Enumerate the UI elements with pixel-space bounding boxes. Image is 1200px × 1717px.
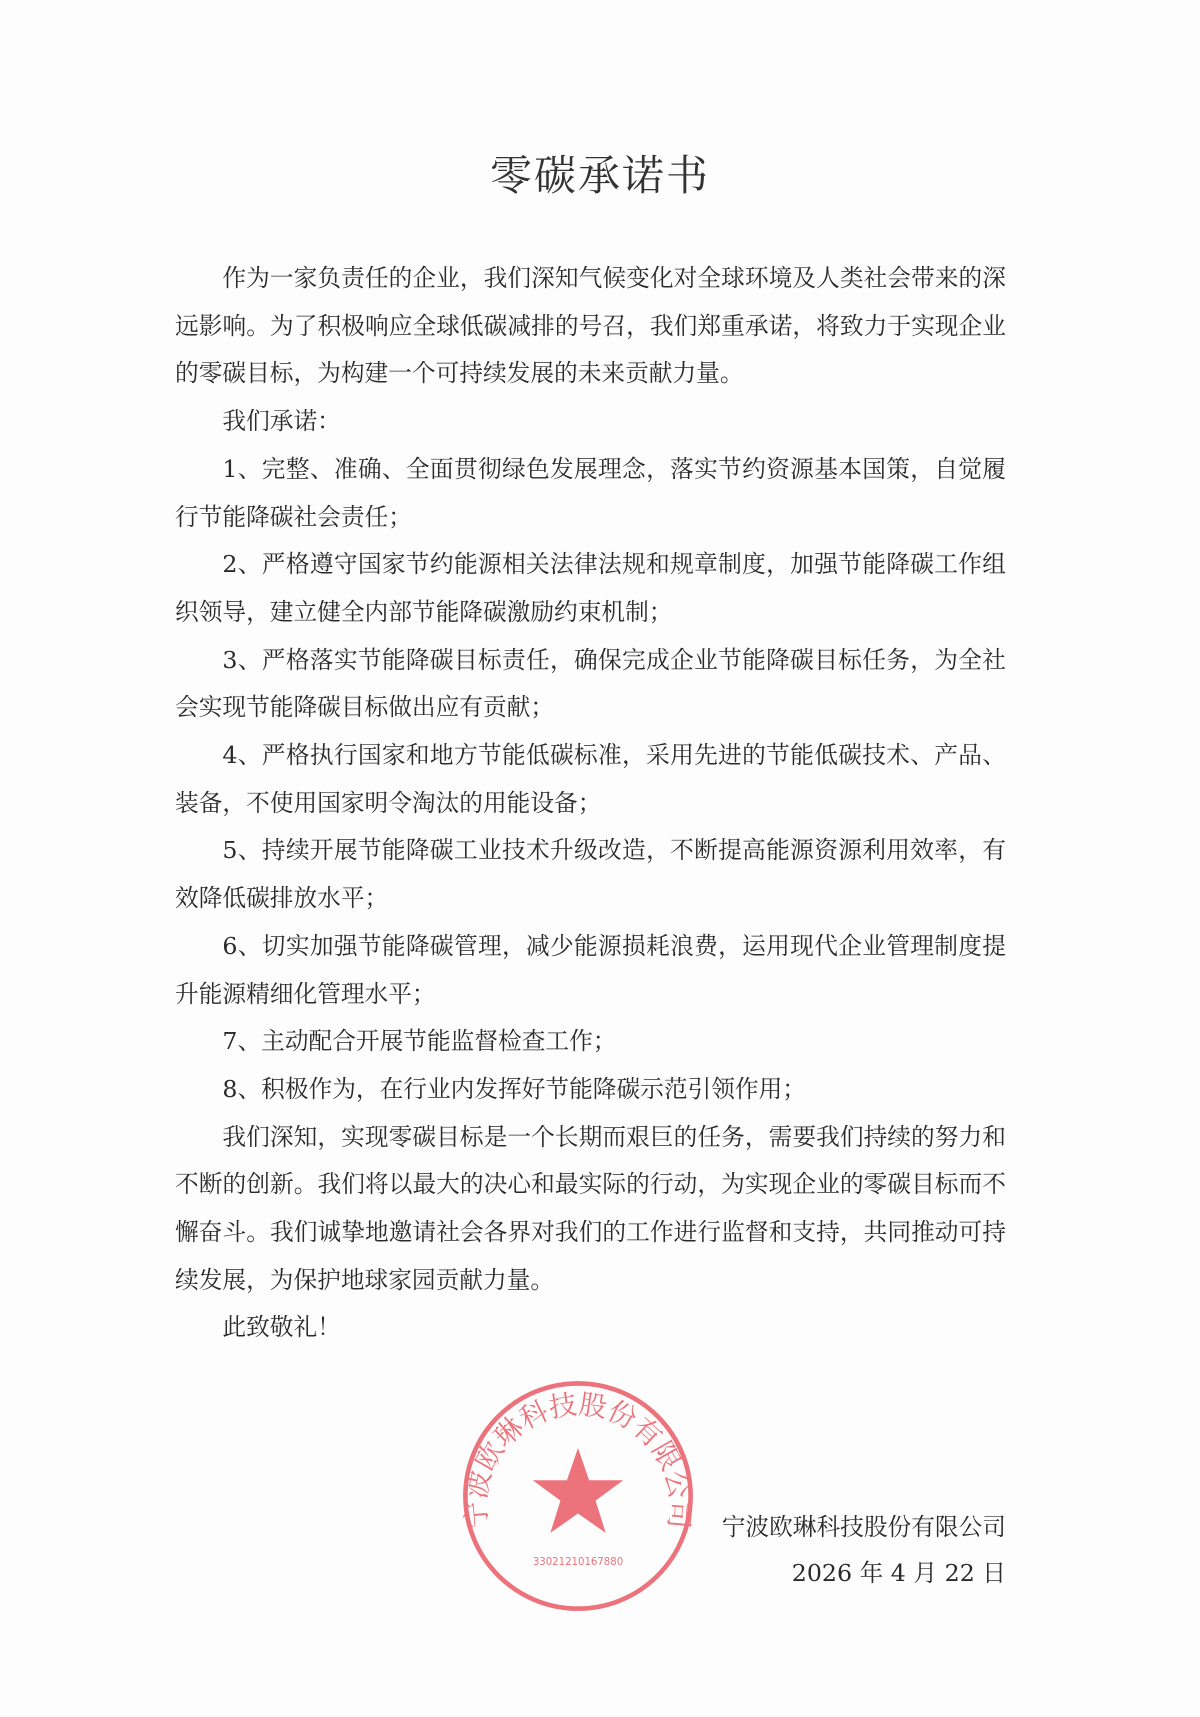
seal-text: 宁波欧琳科技股份有限公司	[458, 1387, 697, 1531]
commitment-item-2: 2、严格遵守国家节约能源相关法律法规和规章制度，加强节能降碳工作组织领导，建立健全内部节能降碳激励约束机制；	[175, 550, 1006, 626]
signature-block	[722, 1504, 1006, 1616]
seal-code: 33021210167880	[532, 1557, 623, 1569]
paragraph-commit-heading: 我们承诺：	[222, 407, 341, 436]
document-content	[175, 255, 1006, 1616]
commitment-item-7: 7、主动配合开展节能监督检查工作；	[222, 1027, 617, 1056]
paragraph-intro: 作为一家负责任的企业，我们深知气候变化对全球环境及人类社会带来的深远影响。为了积极响应全球低碳减排的号召，我们郑重承诺，将致力于实现企业的零碳目标，为构建一个可持续发展的未来贡献力量。	[175, 264, 1006, 388]
paragraph-closing: 我们深知，实现零碳目标是一个长期而艰巨的任务，需要我们持续的努力和不断的创新。我们将以最大的决心和最实际的行动，为实现企业的零碳目标而不懈奋斗。我们诚挚地邀请社会各界对我们的工作进行监督和支持，共同推动可持续发展，为保护地球家园贡献力量。	[175, 1122, 1006, 1294]
commitment-item-4: 4、严格执行国家和地方节能低碳标准，采用先进的节能低碳技术、产品、装备，不使用国家明令淘汰的用能设备；	[175, 741, 1006, 817]
document-title: 零碳承诺书	[489, 151, 710, 200]
document-body	[175, 255, 1006, 1352]
company-seal	[458, 1376, 698, 1616]
signature-date: 2026 年 4 月 22 日	[791, 1559, 1006, 1588]
commitment-item-3: 3、严格落实节能降碳目标责任，确保完成企业节能降碳目标任务，为全社会实现节能降碳目标做出应有贡献；	[175, 645, 1006, 722]
commitment-item-5: 5、持续开展节能降碳工业技术升级改造，不断提高能源资源利用效率，有效降低碳排放水平；	[175, 836, 1006, 913]
commitment-item-1: 1、完整、准确、全面贯彻绿色发展理念，落实节约资源基本国策，自觉履行节能降碳社会责任；	[175, 454, 1006, 531]
commitment-item-6: 6、切实加强节能降碳管理，减少能源损耗浪费，运用现代企业管理制度提升能源精细化管理水平；	[175, 931, 1006, 1008]
signature-area	[175, 1376, 1006, 1616]
paragraph-salutation: 此致敬礼！	[222, 1313, 341, 1342]
star-icon	[533, 1448, 623, 1533]
signature-company: 宁波欧琳科技股份有限公司	[721, 1513, 1006, 1542]
commitment-item-8: 8、积极作为，在行业内发挥好节能降碳示范引领作用；	[222, 1074, 806, 1103]
